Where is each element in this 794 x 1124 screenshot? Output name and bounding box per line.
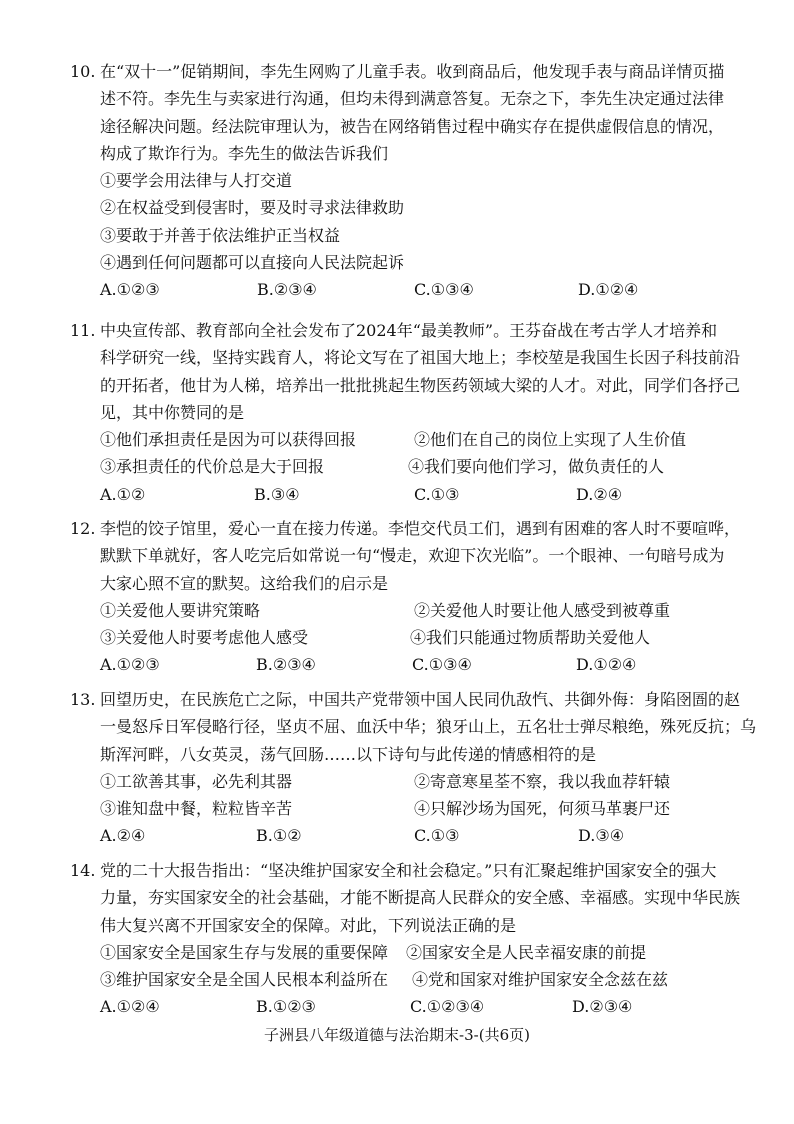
choice-d[interactable]: D.③④ xyxy=(578,826,625,846)
stem-text: 大家心照不宣的默契。这给我们的启示是 xyxy=(100,573,389,593)
question-stem-line xyxy=(100,884,741,911)
choice-a[interactable]: A.②④ xyxy=(100,826,146,846)
option-statement: ④遇到任何问题都可以直接向人民法院起诉 xyxy=(100,253,405,273)
option-statement: ③承担责任的代价总是大于回报 xyxy=(100,457,325,477)
question-stem-line xyxy=(100,344,741,371)
question-stem-line xyxy=(100,542,725,569)
choice-b[interactable]: B.②③④ xyxy=(257,280,317,300)
choice-c[interactable]: C.①②③④ xyxy=(410,997,485,1017)
page-footer: 子洲县八年级道德与法治期末-3-(共6页) xyxy=(264,1026,530,1044)
stem-text: 构成了欺诈行为。李先生的做法告诉我们 xyxy=(100,143,389,163)
option-statement: ①国家安全是国家生存与发展的重要保障 xyxy=(100,942,389,962)
question-10 xyxy=(70,58,725,304)
choice-a[interactable]: A.①②③ xyxy=(100,280,160,300)
choice-b[interactable]: B.①②③ xyxy=(256,997,316,1017)
choice-a[interactable]: A.①② xyxy=(100,484,146,504)
answer-choices xyxy=(100,276,700,303)
question-stem-line xyxy=(100,713,757,740)
question-stem-line xyxy=(100,570,700,597)
question-11 xyxy=(70,317,741,508)
choice-c[interactable]: C.①③④ xyxy=(412,655,472,675)
option-statement: ①工欲善其事，必先利其器 xyxy=(100,771,293,791)
stem-text: 科学研究一线，坚持实践育人，将论文写在了祖国大地上；李校堃是我国生长因子科技前沿 xyxy=(100,348,741,368)
option-statement: ④我们要向他们学习，做负责任的人 xyxy=(408,457,665,477)
stem-text: 述不符。李先生与卖家进行沟通，但均未得到满意答复。无奈之下，李先生决定通过法律 xyxy=(100,89,725,109)
choice-a[interactable]: A.①②④ xyxy=(100,997,160,1017)
stem-text: 中央宣传部、教育部向全社会发布了2024年“最美教师”。王芬奋战在考古学人才培养和 xyxy=(100,321,718,340)
option-row xyxy=(100,966,700,993)
option-row xyxy=(100,939,700,966)
stem-text: 李恺的饺子馆里，爱心一直在接力传递。李恺交代员工们，遇到有困难的客人时不要喧哗， xyxy=(100,519,741,538)
stem-text: 党的二十大报告指出：“坚决维护国家安全和社会稳定。”只有汇聚起维护国家安全的强大 xyxy=(100,861,717,880)
question-13 xyxy=(70,686,757,850)
stem-text: 默默下单就好，客人吃完后如常说一句“慢走，欢迎下次光临”。一个眼神、一句暗号成为 xyxy=(100,546,725,566)
question-number: 11. xyxy=(70,321,96,340)
stem-text: 伟大复兴离不开国家安全的保障。对此，下列说法正确的是 xyxy=(100,915,517,935)
question-number: 12. xyxy=(70,519,96,538)
question-stem-line xyxy=(100,113,725,140)
question-stem-line xyxy=(100,85,725,112)
stem-text: 斯浑河畔，八女英灵，荡气回肠……以下诗句与此传递的情感相符的是 xyxy=(100,744,597,764)
answer-choices xyxy=(100,993,700,1020)
question-stem-line xyxy=(70,58,725,85)
option-row xyxy=(100,453,700,480)
question-stem-line xyxy=(100,372,741,399)
option-statement: ②他们在自己的岗位上实现了人生价值 xyxy=(414,430,687,450)
option-statement: ③关爱他人时要考虑他人感受 xyxy=(100,628,309,648)
choice-d[interactable]: D.①②④ xyxy=(576,655,637,675)
choice-b[interactable]: B.①② xyxy=(256,826,302,846)
stem-text: 途径解决问题。经法院审理认为，被告在网络销售过程中确实存在提供虚假信息的情况， xyxy=(100,116,725,136)
option-statement: ①关爱他人要讲究策略 xyxy=(100,600,261,620)
option-statement: ①他们承担责任是因为可以获得回报 xyxy=(100,430,357,450)
option-statement: ②在权益受到侵害时，要及时寻求法律救助 xyxy=(100,198,405,218)
option-statement: ④党和国家对维护国家安全念兹在兹 xyxy=(412,970,669,990)
option-row xyxy=(100,768,700,795)
stem-text: 回望历史，在民族危亡之际，中国共产党带领中国人民同仇敌忾、共御外侮：身陷囹圄的赵 xyxy=(100,690,741,709)
question-stem-line xyxy=(100,741,700,768)
question-12 xyxy=(70,515,741,679)
option-statement: ②寄意寒星荃不察，我以我血荐轩辕 xyxy=(414,771,671,791)
option-statement: ②关爱他人时要让他人感受到被尊重 xyxy=(414,600,671,620)
question-14 xyxy=(70,857,741,1021)
option-row xyxy=(100,795,700,822)
choice-c[interactable]: C.①③④ xyxy=(414,280,474,300)
question-number: 14. xyxy=(70,861,96,880)
answer-choices xyxy=(100,481,700,508)
choice-c[interactable]: C.①③ xyxy=(414,826,460,846)
option-statement: ②国家安全是人民幸福安康的前提 xyxy=(406,942,647,962)
question-number: 10. xyxy=(70,62,96,81)
question-stem-line xyxy=(70,317,718,344)
option-row xyxy=(100,624,700,651)
question-stem-line xyxy=(70,857,717,884)
stem-text: 见，其中你赞同的是 xyxy=(100,402,245,422)
answer-choices xyxy=(100,822,700,849)
choice-b[interactable]: B.②③④ xyxy=(256,655,316,675)
option-row xyxy=(100,426,700,453)
option-row xyxy=(100,597,700,624)
choice-d[interactable]: D.②④ xyxy=(576,484,623,504)
question-stem-line xyxy=(100,140,700,167)
question-number: 13. xyxy=(70,690,96,709)
choice-d[interactable]: D.②③④ xyxy=(572,997,633,1017)
choice-a[interactable]: A.①②③ xyxy=(100,655,160,675)
option-statement: ③维护国家安全是全国人民根本利益所在 xyxy=(100,970,389,990)
option-statement: ③要敢于并善于依法维护正当权益 xyxy=(100,225,341,245)
option-statement: ④只解沙场为国死，何须马革裹尸还 xyxy=(414,799,671,819)
stem-text: 一曼怒斥日军侵略行径，坚贞不屈、血沃中华；狼牙山上，五名壮士弹尽粮绝，殊死反抗；乌 xyxy=(100,717,757,737)
option-statement: ④我们只能通过物质帮助关爱他人 xyxy=(410,628,651,648)
question-stem-line xyxy=(70,686,741,713)
choice-d[interactable]: D.①②④ xyxy=(578,280,639,300)
question-stem-line xyxy=(70,515,741,542)
choice-c[interactable]: C.①③ xyxy=(414,484,460,504)
choice-b[interactable]: B.③④ xyxy=(254,484,300,504)
question-stem-line xyxy=(100,399,700,426)
stem-text: 的开拓者，他甘为人梯，培养出一批批挑起生物医药领域大梁的人才。对此，同学们各抒己 xyxy=(100,375,741,395)
question-stem-line xyxy=(100,912,700,939)
stem-text: 力量，夯实国家安全的社会基础，才能不断提高人民群众的安全感、幸福感。实现中华民族 xyxy=(100,888,741,908)
answer-choices xyxy=(100,651,700,678)
stem-text: 在“双十一”促销期间，李先生网购了儿童手表。收到商品后，他发现手表与商品详情页描 xyxy=(100,62,725,81)
option-statement: ③谁知盘中餐，粒粒皆辛苦 xyxy=(100,799,293,819)
option-statement: ①要学会用法律与人打交道 xyxy=(100,171,293,191)
